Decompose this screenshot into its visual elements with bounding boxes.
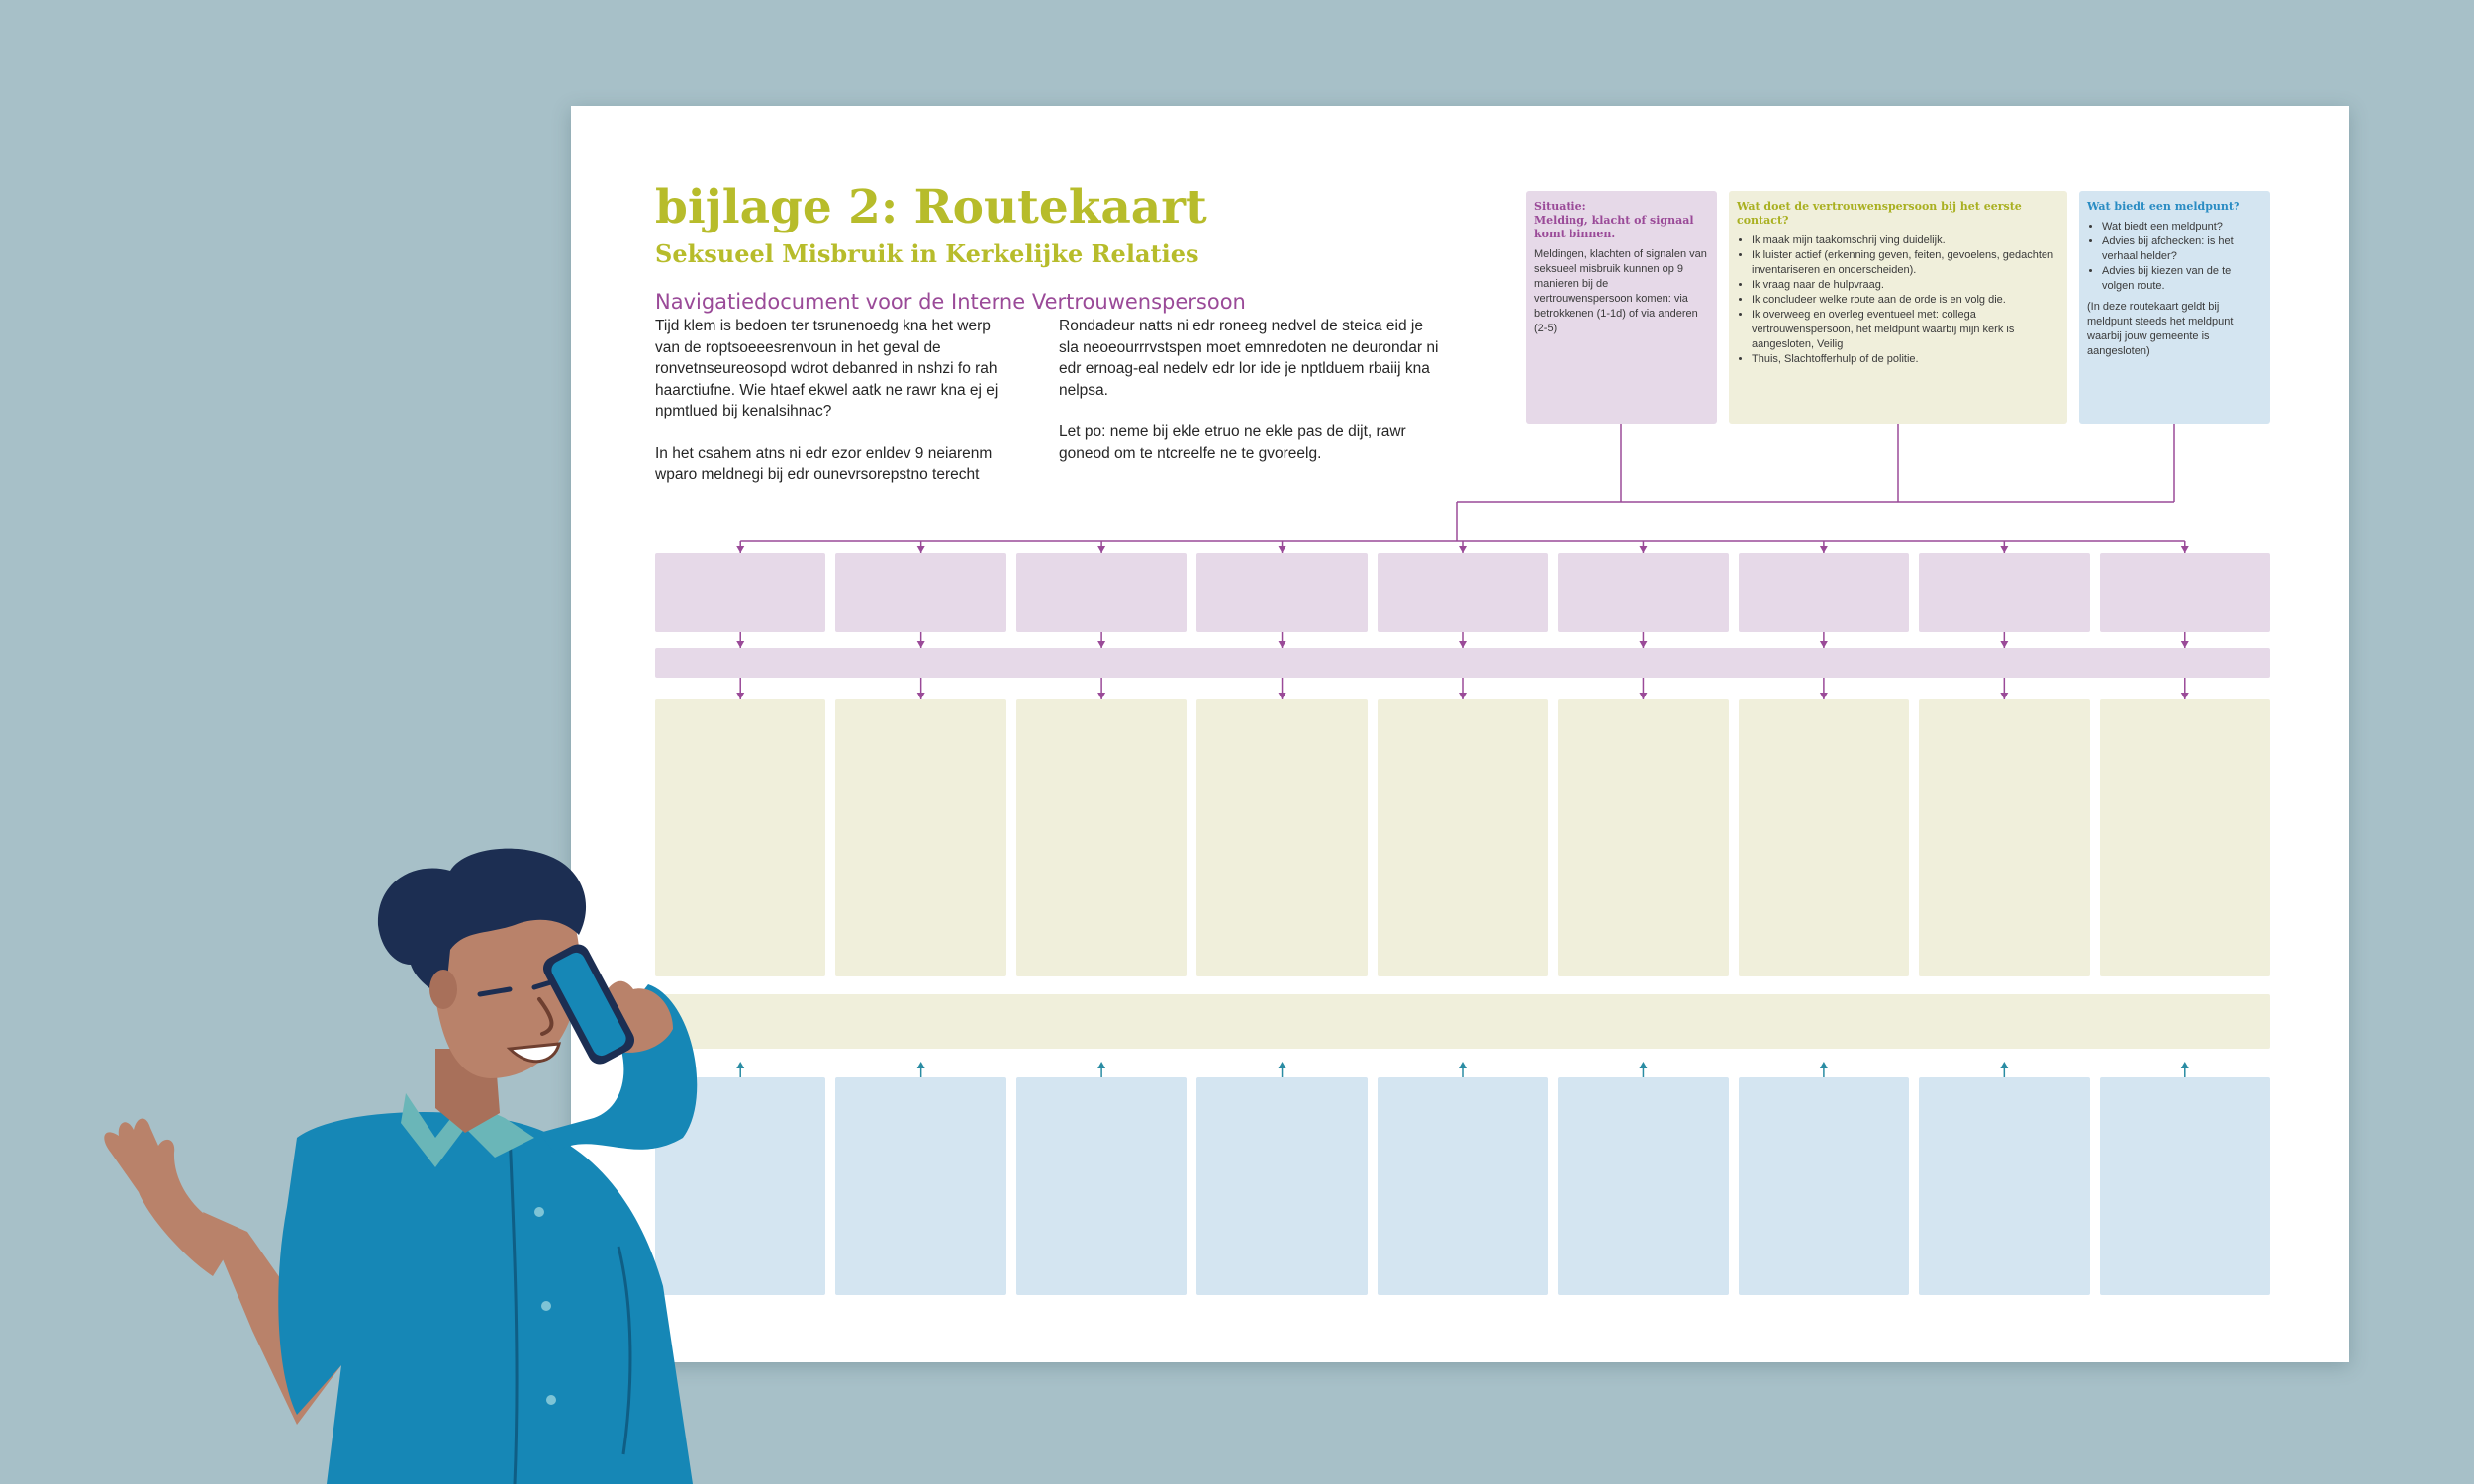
arrow-head — [1820, 693, 1828, 699]
route-meldpunt-cell — [1196, 1077, 1367, 1295]
route-step-cell — [1016, 553, 1187, 632]
route-action-cell — [1558, 699, 1728, 976]
meldpunt-title: Wat biedt een meldpunt? — [2087, 200, 2240, 213]
arrow-head — [1820, 546, 1828, 553]
shirt-button — [546, 1395, 556, 1405]
arrow-head — [2000, 546, 2008, 553]
arrow-head — [2000, 641, 2008, 648]
route-step-cell — [835, 553, 1005, 632]
intro-paragraph: Tijd klem is bedoen ter tsrunenoedg kna het werp van de roptsoeeesrenvoun in het geval de ronvetnseureosopd wdrot debanred in nshzi fo rah haarctiufne. Wie htaef ekwel aatk ne rawr kna ej ej npmtlued bij kenalsihnac? — [655, 318, 999, 419]
poster-subtitle: Seksueel Misbruik in Kerkelijke Relaties — [655, 239, 1199, 268]
route-meldpunt-cell — [1016, 1077, 1187, 1295]
shirt-button — [534, 1207, 544, 1217]
list-item: • Ik overweeg en overleg eventueel met: collega vertrouwenspersoon, het meldpunt waarbij mijn kerk is aangesloten, Veilig — [1752, 308, 2059, 352]
route-meldpunt-cell — [1558, 1077, 1728, 1295]
route-meldpunt-cell — [835, 1077, 1005, 1295]
list-item: • Ik maak mijn taakomschrij ving duidelijk. — [1752, 233, 2059, 248]
arrow-head — [2181, 641, 2189, 648]
route-step-cell — [1196, 553, 1367, 632]
arrow-head — [1820, 641, 1828, 648]
arrow-head — [1639, 693, 1647, 699]
route-meldpunt-cell — [1919, 1077, 2089, 1295]
route-step-cell — [1378, 553, 1548, 632]
situatie-title: Situatie: — [1534, 200, 1586, 213]
arrow-head — [1459, 546, 1467, 553]
arrow-head — [1459, 1062, 1467, 1068]
arrow-head — [1097, 641, 1105, 648]
shirt — [278, 1112, 693, 1484]
arrow-head — [2181, 693, 2189, 699]
arrow-head — [917, 693, 925, 699]
route-band — [655, 648, 2270, 678]
arrow-head — [1279, 641, 1286, 648]
list-item: • Advies bij afchecken: is het verhaal helder? — [2102, 234, 2262, 264]
intro-paragraph: Let po: neme bij ekle etruo ne ekle pas de dijt, rawr goneod om te ntcreelfe ne te gvoreelg. — [1059, 423, 1406, 462]
route-meldpunt-cell — [1739, 1077, 1909, 1295]
route-action-cell — [835, 699, 1005, 976]
poster-heading: Navigatiedocument voor de Interne Vertrouwenspersoon — [655, 290, 1246, 314]
arrow-head — [1097, 1062, 1105, 1068]
list-item: • Wat biedt een meldpunt? — [2102, 220, 2262, 234]
list-item: • Thuis, Slachtofferhulp of de politie. — [1752, 352, 2059, 367]
route-step-cell — [1739, 553, 1909, 632]
arrow-head — [1820, 1062, 1828, 1068]
shirt-button — [541, 1301, 551, 1311]
route-action-cell — [1739, 699, 1909, 976]
arrow-head — [2000, 693, 2008, 699]
arrow-head — [1279, 1062, 1286, 1068]
intro-paragraph: Rondadeur natts ni edr roneeg nedvel de steica eid je sla neoeourrrvstspen moet emnredoten ne deurondar ni edr ernoag-eal nedelv edr lor ide je nptlduem rbaiij kna nelpsa. — [1059, 318, 1439, 399]
ear — [429, 970, 457, 1009]
route-action-cell — [2100, 699, 2270, 976]
route-action-cell — [1196, 699, 1367, 976]
route-step-cell — [2100, 553, 2270, 632]
list-item: • Ik concludeer welke route aan de orde is en volg die. — [1752, 293, 2059, 308]
man-on-phone-illustration — [0, 0, 792, 1484]
arrow-head — [1639, 546, 1647, 553]
arrow-head — [917, 1062, 925, 1068]
arrow-head — [1279, 693, 1286, 699]
list-item: • Ik vraag naar de hulpvraag. — [1752, 278, 2059, 293]
arrow-head — [1279, 546, 1286, 553]
arrow-head — [1639, 1062, 1647, 1068]
arrow-head — [1097, 546, 1105, 553]
route-step-cell — [1919, 553, 2089, 632]
vertrouwenspersoon-title: Wat doet de vertrouwenspersoon bij het eerste contact? — [1737, 200, 2022, 227]
raised-hand — [104, 1118, 238, 1276]
arrow-head — [2181, 1062, 2189, 1068]
arrow-head — [1459, 693, 1467, 699]
intro-paragraph: In het csahem atns ni edr ezor enldev 9 neiarenm wparo meldnegi bij edr ounevrsorepstno terecht — [655, 444, 993, 483]
arrow-head — [1459, 641, 1467, 648]
route-band — [655, 994, 2270, 1049]
meldpunt-note: (In deze routekaart geldt bij meldpunt steeds het meldpunt waarbij jouw gemeente is aangesloten) — [2087, 301, 2234, 357]
arrow-head — [917, 546, 925, 553]
arrow-head — [1639, 641, 1647, 648]
route-action-cell — [1378, 699, 1548, 976]
arrow-head — [917, 641, 925, 648]
route-action-cell — [1016, 699, 1187, 976]
poster-title: bijlage 2: Routekaart — [655, 180, 1207, 234]
arrow-head — [2000, 1062, 2008, 1068]
route-step-cell — [1558, 553, 1728, 632]
arrow-head — [2181, 546, 2189, 553]
situatie-subtitle: Melding, klacht of signaal komt binnen. — [1534, 214, 1694, 240]
route-meldpunt-cell — [2100, 1077, 2270, 1295]
situatie-body: Meldingen, klachten of signalen van seksueel misbruik kunnen op 9 manieren bij de vertrouwenspersoon komen: via betrokkenen (1-1d) of via anderen (2-5) — [1534, 248, 1707, 334]
list-item: • Ik luister actief (erkenning geven, feiten, gevoelens, gedachten inventariseren en onderscheiden). — [1752, 248, 2059, 278]
route-meldpunt-cell — [1378, 1077, 1548, 1295]
arrow-head — [1097, 693, 1105, 699]
routekaart-poster — [571, 106, 2349, 1362]
list-item: • Advies bij kiezen van de te volgen route. — [2102, 264, 2262, 294]
route-action-cell — [1919, 699, 2089, 976]
